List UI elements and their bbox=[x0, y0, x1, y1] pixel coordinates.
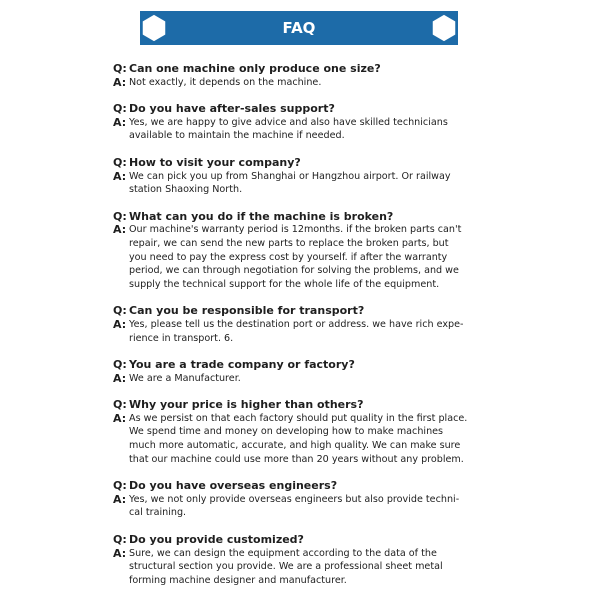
question-label: Q: bbox=[113, 209, 127, 223]
answer-line bbox=[113, 372, 493, 386]
question-line bbox=[113, 156, 493, 170]
answer-label: A: bbox=[113, 492, 127, 506]
faq-item bbox=[113, 102, 493, 143]
answer-line bbox=[113, 116, 493, 143]
question-line bbox=[113, 210, 493, 224]
question-line bbox=[113, 62, 493, 76]
answer-line bbox=[113, 412, 493, 466]
answer-line bbox=[113, 223, 493, 291]
question-line bbox=[113, 533, 493, 547]
question-text: Can one machine only produce one size? bbox=[129, 62, 381, 75]
answer-label: A: bbox=[113, 317, 127, 331]
question-line bbox=[113, 479, 493, 493]
answer-text: Yes, we not only provide overseas engineers but also provide techni- cal training. bbox=[129, 493, 460, 519]
question-text: Do you have overseas engineers? bbox=[129, 479, 338, 493]
faq-item bbox=[113, 398, 493, 466]
answer-text: We are a Manufacturer. bbox=[129, 372, 241, 384]
question-label: Q: bbox=[113, 533, 127, 547]
answer-label: A: bbox=[113, 169, 127, 183]
answer-text: Our machine's warranty period is 12months. if the broken parts can't repair, we can send the new parts to replace the broken parts, but you need to pay the express cost by yourself. if after the warranty period, we can through negotiation for solving the problems, and we supply the technical support for the whole life of the equipment. bbox=[129, 224, 462, 290]
faq-item bbox=[113, 358, 493, 385]
answer-text: As we persist on that each factory should put quality in the first place. We spend time and money on developing how to make machines much more automatic, accurate, and high quality. We can make sure that our machine could use more than 20 years without any problem. bbox=[129, 412, 468, 465]
question-line bbox=[113, 102, 493, 116]
question-text: Do you have after-sales support? bbox=[129, 102, 335, 116]
question-label: Q: bbox=[113, 398, 127, 412]
faq-item bbox=[113, 210, 493, 292]
question-line bbox=[113, 398, 493, 412]
answer-label: A: bbox=[113, 115, 127, 129]
answer-line bbox=[113, 318, 493, 345]
question-text: Can you be responsible for transport? bbox=[129, 304, 365, 318]
question-text: Do you provide customized? bbox=[129, 533, 304, 547]
question-text: Why your price is higher than others? bbox=[129, 398, 364, 412]
question-line bbox=[113, 358, 493, 372]
faq-item bbox=[113, 304, 493, 345]
answer-text: Yes, please tell us the destination port or address. we have rich expe- rience in transport. 6. bbox=[129, 318, 464, 344]
answer-text: Not exactly, it depends on the machine. bbox=[129, 76, 322, 88]
answer-line bbox=[113, 76, 493, 90]
answer-line bbox=[113, 170, 493, 197]
faq-item bbox=[113, 533, 493, 587]
faq-list bbox=[113, 62, 493, 600]
answer-line bbox=[113, 547, 493, 588]
faq-banner bbox=[140, 11, 458, 45]
question-text: How to visit your company? bbox=[129, 155, 301, 169]
answer-text: Yes, we are happy to give advice and also have skilled technicians available to maintain the machine if needed. bbox=[129, 116, 448, 142]
question-line bbox=[113, 304, 493, 318]
hexagon-right-icon bbox=[430, 13, 458, 43]
question-text: You are a trade company or factory? bbox=[129, 358, 355, 372]
faq-item bbox=[113, 62, 493, 89]
answer-label: A: bbox=[113, 411, 127, 425]
faq-item bbox=[113, 479, 493, 520]
question-label: Q: bbox=[113, 479, 127, 493]
question-label: Q: bbox=[113, 304, 127, 318]
answer-label: A: bbox=[113, 75, 127, 89]
hexagon-left-icon bbox=[140, 13, 168, 43]
question-label: Q: bbox=[113, 102, 127, 116]
answer-label: A: bbox=[113, 223, 127, 237]
question-label: Q: bbox=[113, 62, 127, 75]
question-label: Q: bbox=[113, 155, 127, 169]
answer-label: A: bbox=[113, 371, 127, 385]
question-text: What can you do if the machine is broken? bbox=[129, 209, 394, 223]
answer-label: A: bbox=[113, 546, 127, 560]
answer-line bbox=[113, 493, 493, 520]
faq-item bbox=[113, 156, 493, 197]
answer-text: Sure, we can design the equipment according to the data of the structural section you provide. We are a professional sheet metal forming machine designer and manufacturer. bbox=[129, 547, 443, 586]
answer-text: We can pick you up from Shanghai or Hangzhou airport. Or railway station Shaoxing North. bbox=[129, 170, 451, 196]
page-title: FAQ bbox=[282, 19, 316, 37]
question-label: Q: bbox=[113, 358, 127, 372]
